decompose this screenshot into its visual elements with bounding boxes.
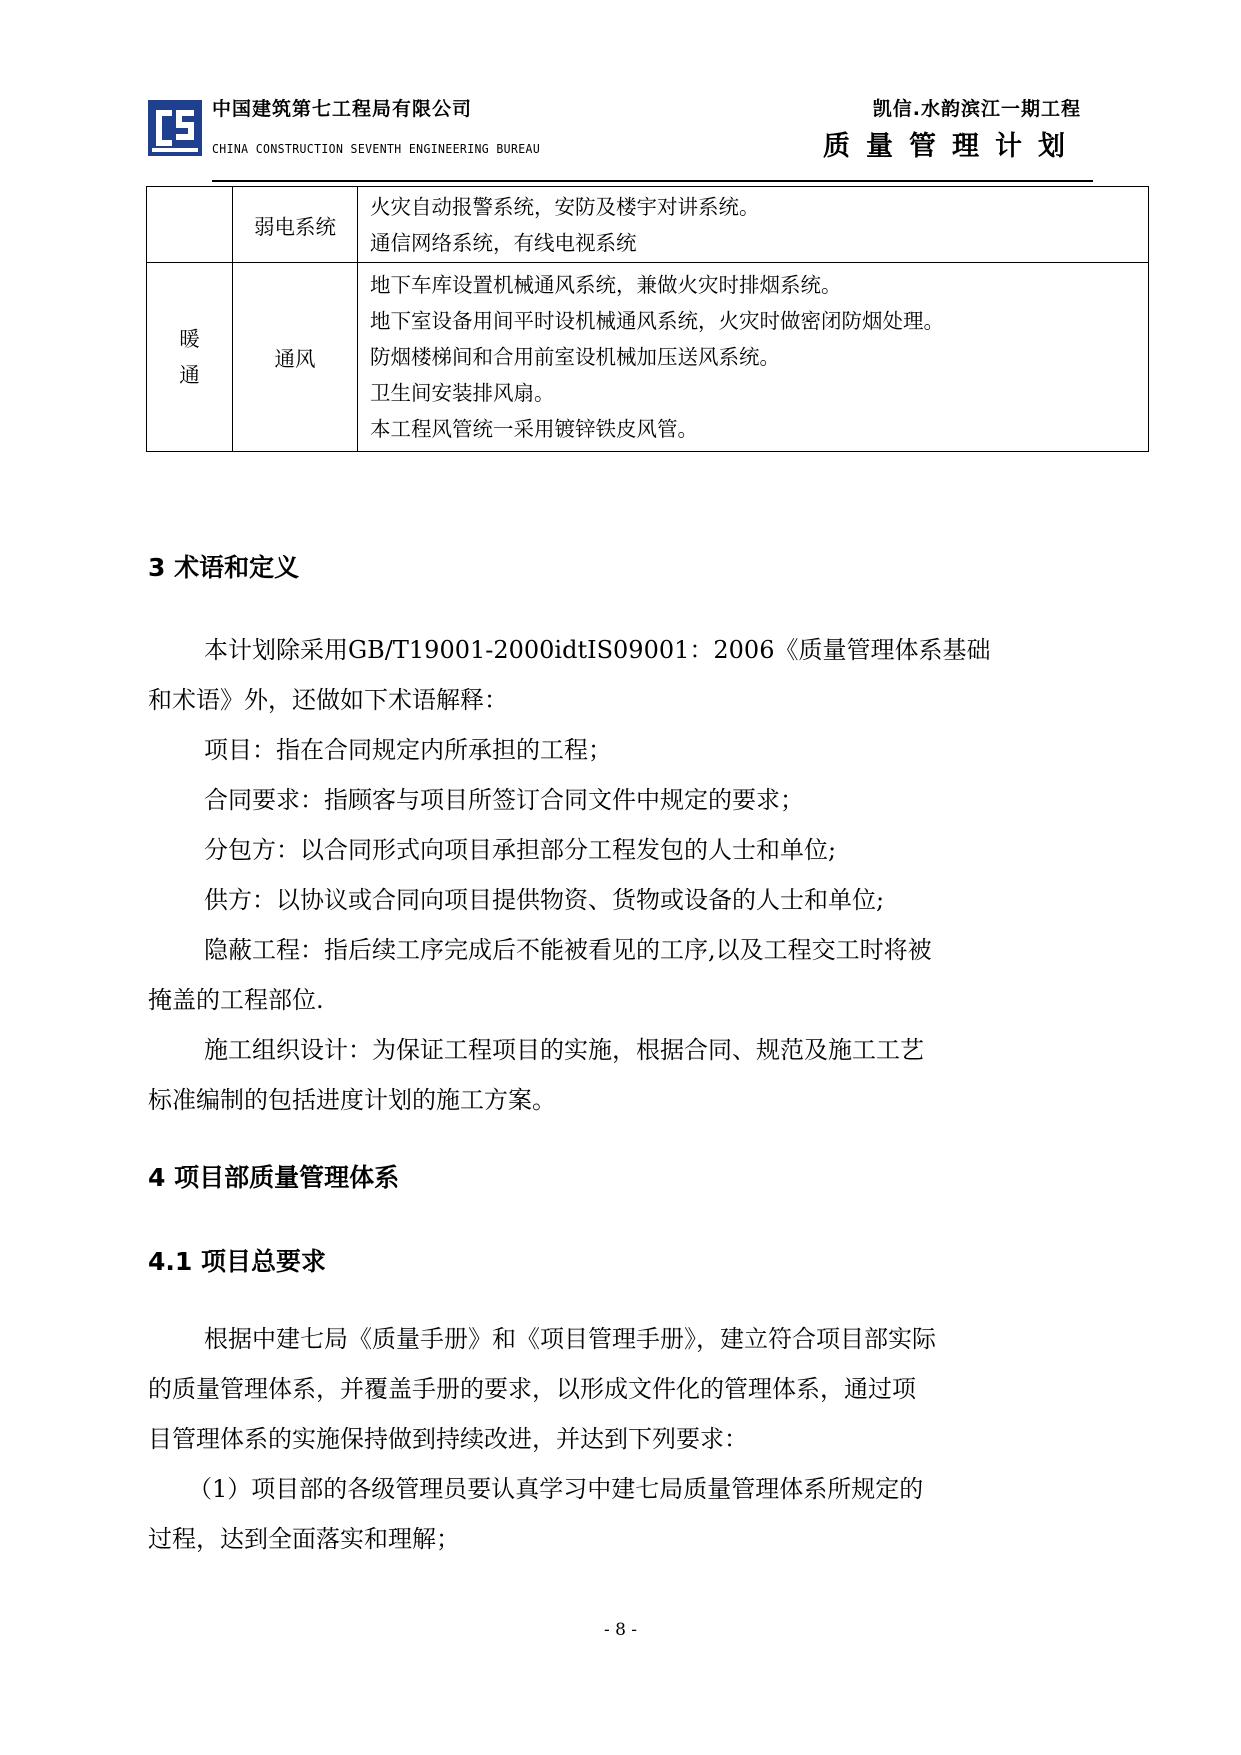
text-line: 过程，达到全面落实和理解；	[148, 1525, 460, 1553]
list-item: （1）项目部的各级管理员要认真学习中建七局质量管理体系所规定的	[188, 1475, 924, 1503]
paragraph-intro	[148, 625, 1084, 1125]
project-name: 凯信.水韵滨江一期工程	[872, 98, 1081, 120]
subsection-heading: 4.1 项目总要求	[148, 1247, 326, 1276]
table-row	[147, 187, 1149, 263]
text-line: 标准编制的包括进度计划的施工方案。	[148, 1086, 556, 1114]
paragraph-requirements	[148, 1314, 1084, 1564]
description-line: 火灾自动报警系统，安防及楼宇对讲系统。	[370, 194, 760, 219]
term-item: 项目：指在合同规定内所承担的工程；	[204, 736, 612, 764]
header-divider	[212, 180, 1093, 182]
plan-title: 质量管理计划	[823, 131, 1081, 162]
description-line: 地下室设备用间平时设机械通风系统，火灾时做密闭防烟处理。	[370, 309, 944, 333]
text-line: 目管理体系的实施保持做到持续改进，并达到下列要求：	[148, 1425, 748, 1453]
text-line: 施工组织设计：为保证工程项目的实施，根据合同、规范及施工工艺	[204, 1036, 924, 1064]
table-row	[147, 263, 1149, 452]
company-name-en: CHINA CONSTRUCTION SEVENTH ENGINEERING BUREAU	[212, 141, 541, 156]
category-char: 通	[179, 363, 200, 387]
company-name-cn: 中国建筑第七工程局有限公司	[212, 98, 473, 120]
category-cell	[147, 187, 233, 263]
category-cell	[147, 263, 233, 452]
systems-table	[146, 186, 1149, 452]
company-logo	[148, 100, 202, 156]
text-line: 的质量管理体系，并覆盖手册的要求，以形成文件化的管理体系，通过项	[148, 1375, 916, 1403]
text-line: 掩盖的工程部位.	[148, 986, 324, 1014]
term-item: 合同要求：指顾客与项目所签订合同文件中规定的要求；	[204, 786, 804, 814]
description-line: 防烟楼梯间和合用前室设机械加压送风系统。	[370, 345, 780, 369]
description-cell	[358, 187, 1149, 263]
text-line: 隐蔽工程：指后续工序完成后不能被看见的工序,以及工程交工时将被	[204, 936, 932, 964]
text-line: 本计划除采用GB/T19001-2000idtIS09001：2006《质量管理体系基础	[204, 636, 991, 664]
cscec-logo-icon	[148, 100, 202, 156]
page-number: - 8 -	[603, 1620, 638, 1640]
description-line: 通信网络系统，有线电视系统	[370, 230, 637, 255]
section-heading: 4 项目部质量管理体系	[148, 1163, 400, 1192]
description-line: 卫生间安装排风扇。	[370, 381, 555, 405]
category-char: 暖	[179, 327, 200, 351]
term-item: 供方：以协议或合同向项目提供物资、货物或设备的人士和单位;	[204, 886, 885, 914]
subsystem-cell: 弱电系统	[233, 187, 358, 263]
section-heading: 3 术语和定义	[148, 553, 300, 582]
description-line: 本工程风管统一采用镀锌铁皮风管。	[370, 417, 698, 441]
description-line: 地下车库设置机械通风系统，兼做火灾时排烟系统。	[370, 273, 842, 297]
subsystem-cell: 通风	[233, 263, 358, 452]
description-cell	[358, 263, 1149, 452]
text-line: 和术语》外，还做如下术语解释：	[148, 686, 508, 714]
term-item: 分包方：以合同形式向项目承担部分工程发包的人士和单位;	[204, 836, 837, 864]
text-line: 根据中建七局《质量手册》和《项目管理手册》，建立符合项目部实际	[204, 1325, 936, 1353]
